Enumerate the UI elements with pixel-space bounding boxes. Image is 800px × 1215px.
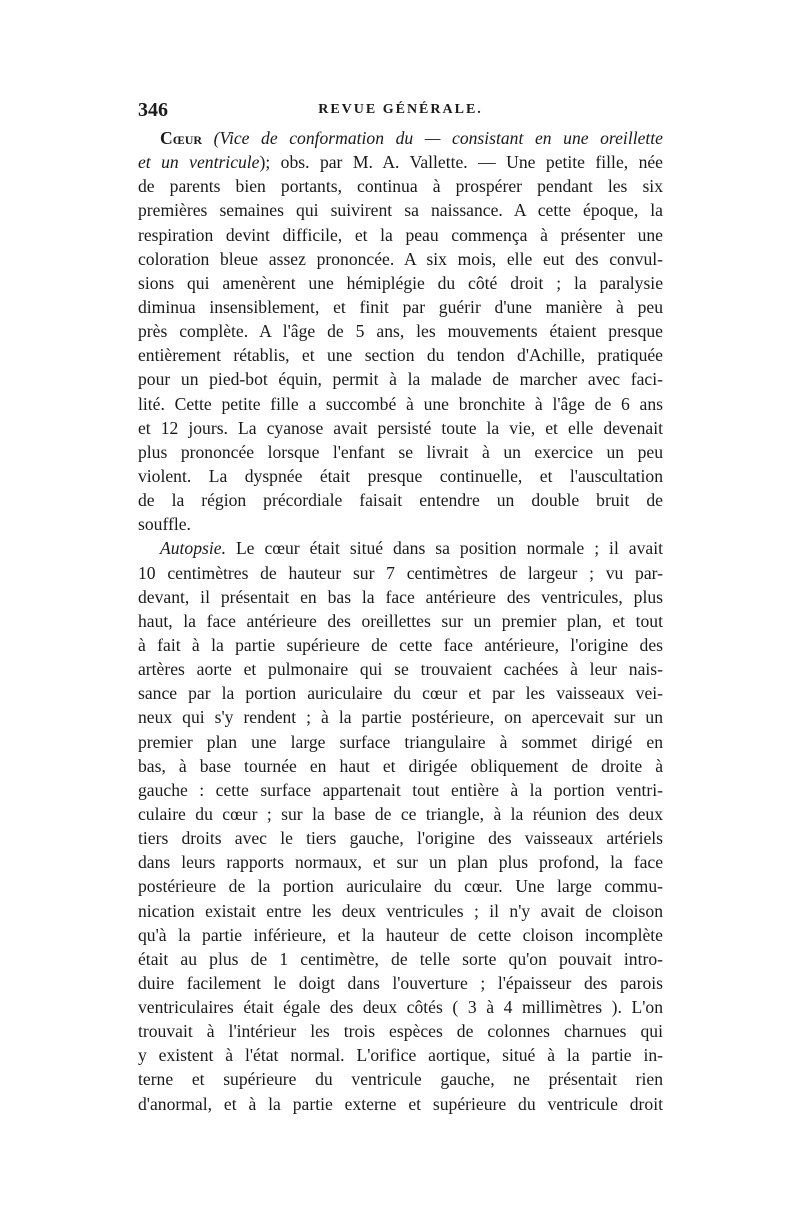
paragraph-case-report xyxy=(138,126,663,536)
paragraph-line xyxy=(138,536,663,560)
paragraph-line: gauche : cette surface appartenait tout entière à la portion ventri- xyxy=(138,779,663,800)
paragraph-line: trouvait à l'intérieur les trois espèces de colonnes charnues qui xyxy=(138,1021,663,1042)
paragraph-line: culaire du cœur ; sur la base de ce triangle, à la réunion des deux xyxy=(138,803,663,824)
paragraph-line: premières semaines qui suivirent sa naissance. A cette époque, la xyxy=(138,200,663,221)
body-text xyxy=(138,126,663,1116)
paragraph-line: postérieure de la portion auriculaire du cœur. Une large commu- xyxy=(138,876,663,897)
paragraph-lines xyxy=(138,561,663,1116)
page-number: 346 xyxy=(138,99,168,121)
paragraph-line: neux qui s'y rendent ; à la partie postérieure, on apercevait sur un xyxy=(138,707,663,728)
paragraph-line: tiers droits avec le tiers gauche, l'origine des vaisseaux artériels xyxy=(138,828,663,849)
observation-credit: ); obs. par M. A. Vallette. — Une petite fille, née xyxy=(259,152,663,173)
paragraph-line: d'anormal, et à la partie externe et supérieure du ventricule droit xyxy=(138,1093,663,1114)
paragraph-autopsy xyxy=(138,536,663,1115)
paragraph-last-line: souffle. xyxy=(138,514,191,535)
paragraph-line: de la région précordiale faisait entendre un double bruit de xyxy=(138,490,663,511)
paragraph-line: premier plan une large surface triangulaire à sommet dirigé en xyxy=(138,731,663,752)
paragraph-line: dans leurs rapports normaux, et sur un plan plus profond, la face xyxy=(138,852,663,873)
paragraph-line: et 12 jours. La cyanose avait persisté toute la vie, et elle devenait xyxy=(138,417,663,438)
paragraph-line: près complète. A l'âge de 5 ans, les mouvements étaient presque xyxy=(138,321,663,342)
paragraph-line: 10 centimètres de hauteur sur 7 centimètres de largeur ; vu par- xyxy=(138,562,663,583)
lead-italic-title-cont: et un ventricule xyxy=(138,152,260,173)
paragraph-line: nication existait entre les deux ventricules ; il n'y avait de cloison xyxy=(138,900,663,921)
lead-italic-title: (Vice de conformation du — consistant en une oreillette xyxy=(213,128,663,148)
paragraph-line: sance par la portion auriculaire du cœur et par les vaisseaux vei- xyxy=(138,683,663,704)
paragraph-line: violent. La dyspnée était presque continuelle, et l'auscultation xyxy=(138,465,663,486)
paragraph-line: diminua insensiblement, et finit par guérir d'une manière à peu xyxy=(138,296,663,317)
paragraph-line: pour un pied-bot équin, permit à la malade de marcher avec faci- xyxy=(138,369,663,390)
paragraph-line: coloration bleue assez prononcée. A six mois, elle eut des convul- xyxy=(138,248,663,269)
paragraph-line: sions qui amenèrent une hémiplégie du côté droit ; la paralysie xyxy=(138,272,663,293)
paragraph-lines xyxy=(138,174,663,512)
paragraph-line: ventriculaires était égale des deux côtés ( 3 à 4 millimètres ). L'on xyxy=(138,997,663,1018)
paragraph-line: y existent à l'état normal. L'orifice aortique, situé à la partie in- xyxy=(138,1045,663,1066)
paragraph-line: de parents bien portants, continua à prospérer pendant les six xyxy=(138,176,663,197)
paragraph-line: était au plus de 1 centimètre, de telle sorte qu'on pouvait intro- xyxy=(138,948,663,969)
lead-term: Cœur xyxy=(160,128,203,148)
paragraph-line: artères aorte et pulmonaire qui se trouvaient cachées à leur nais- xyxy=(138,659,663,680)
paragraph-line: respiration devint difficile, et la peau commença à présenter une xyxy=(138,224,663,245)
paragraph-line: à fait à la partie supérieure de cette face antérieure, l'origine des xyxy=(138,634,663,655)
paragraph-line: plus prononcée lorsque l'enfant se livrait à un exercice un peu xyxy=(138,441,663,462)
paragraph-line: haut, la face antérieure des oreillettes sur un premier plan, et tout xyxy=(138,610,663,631)
paragraph-line xyxy=(138,150,663,174)
autopsy-intro: Le cœur était situé dans sa position normale ; il avait xyxy=(225,538,663,559)
paragraph-line: duire facilement le doigt dans l'ouverture ; l'épaisseur des parois xyxy=(138,972,663,993)
running-head: REVUE GÉNÉRALE. xyxy=(318,102,483,117)
paragraph-line: bas, à base tournée en haut et dirigée obliquement de droite à xyxy=(138,755,663,776)
paragraph-line: lité. Cette petite fille a succombé à une bronchite à l'âge de 6 ans xyxy=(138,393,663,414)
autopsy-heading: Autopsie. xyxy=(160,538,226,559)
paragraph-line: entièrement rétablis, et une section du tendon d'Achille, pratiquée xyxy=(138,345,663,366)
paragraph-line: terne et supérieure du ventricule gauche, ne présentait rien xyxy=(138,1069,663,1090)
paragraph-line: qu'à la partie inférieure, et la hauteur de cette cloison incomplète xyxy=(138,924,663,945)
paragraph-line: devant, il présentait en bas la face antérieure des ventricules, plus xyxy=(138,586,663,607)
paragraph-line xyxy=(138,126,663,150)
page-header xyxy=(138,98,663,122)
